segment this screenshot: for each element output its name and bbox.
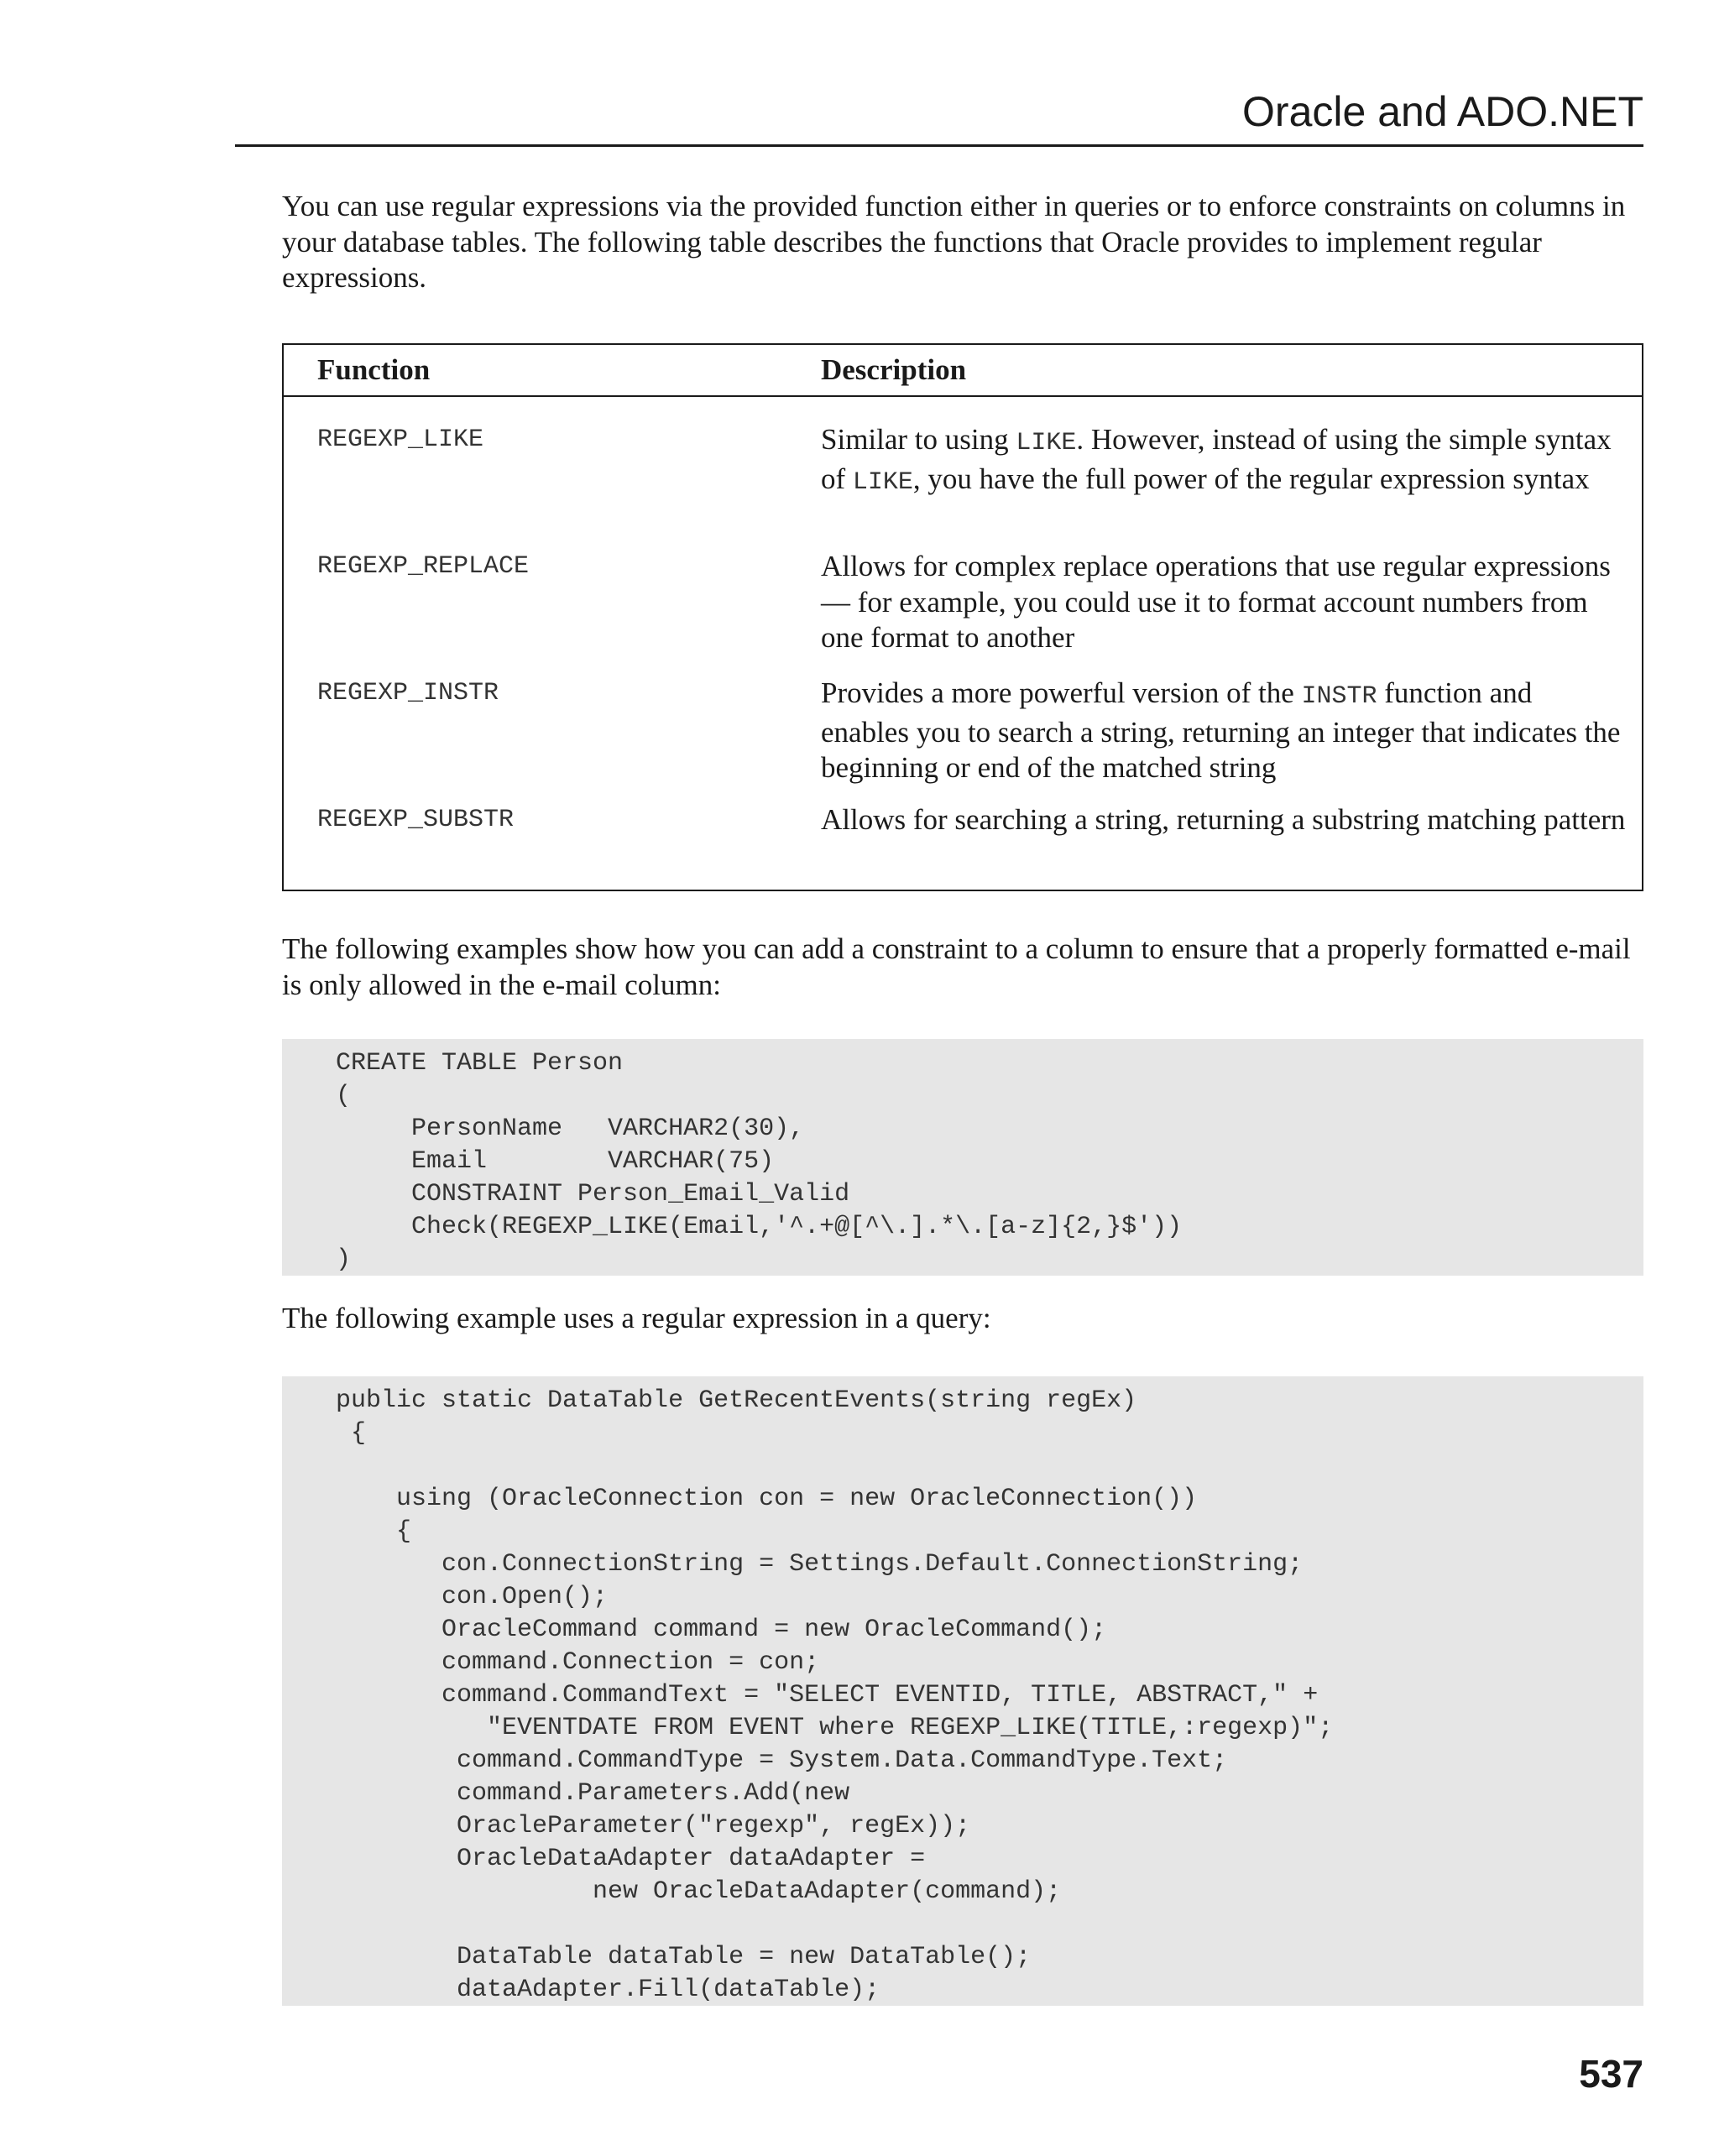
running-header — [235, 81, 1643, 147]
query-paragraph: The following example uses a regular expression in a query: — [282, 1302, 991, 1334]
code-line: command.Parameters.Add(new — [336, 1779, 850, 1808]
code-line — [336, 1908, 1643, 1941]
function-name: REGEXP_REPLACE — [317, 552, 530, 581]
csharp-code-block — [282, 1376, 1643, 2006]
code-line: DataTable dataTable = new DataTable(); — [336, 1943, 1032, 1971]
code-line: con.Open(); — [336, 1583, 609, 1611]
code-line: public static DataTable GetRecentEvents(string regEx) — [336, 1386, 1137, 1415]
code-line: Email VARCHAR(75) — [336, 1147, 775, 1176]
code-line: PersonName VARCHAR2(30), — [336, 1115, 805, 1143]
code-line: command.Connection = con; — [336, 1648, 820, 1677]
code-line: ( — [336, 1082, 352, 1110]
column-header-function: Function — [317, 353, 431, 386]
intro-paragraph: You can use regular expressions via the provided function either in queries or to enforce constraints on columns in your database tables. The following table describes the functions that Oracle provides to implement regular expressions. — [282, 190, 1626, 294]
code-line: "EVENTDATE FROM EVENT where REGEXP_LIKE(TITLE,:regexp)"; — [336, 1714, 1334, 1742]
function-name: REGEXP_INSTR — [317, 679, 499, 707]
page-number: 537 — [1579, 2052, 1643, 2096]
regexp-functions-table — [282, 343, 1643, 891]
code-line: command.CommandType = System.Data.CommandType.Text; — [336, 1746, 1228, 1775]
code-line: OracleParameter("regexp", regEx)); — [336, 1812, 971, 1840]
function-description: Allows for complex replace operations that use regular expressions — for example, you could use it to format account numbers from one format to another — [821, 550, 1611, 654]
code-line: dataAdapter.Fill(dataTable); — [336, 1976, 880, 2004]
sql-code-block — [282, 1039, 1643, 1276]
function-description: Allows for searching a string, returning a substring matching pattern — [821, 803, 1626, 836]
code-line: CREATE TABLE Person — [336, 1049, 624, 1078]
function-description: Similar to using LIKE. However, instead of using the simple syntax of LIKE, you have the full power of the regular expression syntax — [821, 423, 1612, 497]
code-line: using (OracleConnection con = new OracleConnection()) — [336, 1485, 1198, 1513]
function-name: REGEXP_LIKE — [317, 425, 484, 454]
examples-paragraph: The following examples show how you can add a constraint to a column to ensure that a properly formatted e-mail is only allowed in the e-mail column: — [282, 932, 1631, 1001]
code-line: OracleCommand command = new OracleCommand(); — [336, 1616, 1107, 1644]
table-header-row — [284, 345, 1642, 397]
code-line: { — [336, 1419, 367, 1448]
code-line: CONSTRAINT Person_Email_Valid — [336, 1180, 850, 1209]
code-line: Check(REGEXP_LIKE(Email,'^.+@[^\.].*\.[a-z]{2,}$')) — [336, 1213, 1183, 1241]
code-line: new OracleDataAdapter(command); — [336, 1877, 1062, 1906]
code-line: ) — [336, 1245, 352, 1274]
function-description: Provides a more powerful version of the INSTR function and enables you to search a string, returning an integer that indicates the beginning or end of the matched string — [821, 676, 1621, 784]
running-header-title: Oracle and ADO.NET — [1242, 88, 1643, 135]
code-line — [336, 1450, 1643, 1483]
code-line: command.CommandText = "SELECT EVENTID, TITLE, ABSTRACT," + — [336, 1681, 1319, 1710]
column-header-description: Description — [821, 353, 967, 386]
function-name: REGEXP_SUBSTR — [317, 806, 515, 834]
code-line: con.ConnectionString = Settings.Default.ConnectionString; — [336, 1550, 1304, 1579]
code-line: OracleDataAdapter dataAdapter = — [336, 1845, 926, 1873]
code-line: { — [336, 1517, 412, 1546]
